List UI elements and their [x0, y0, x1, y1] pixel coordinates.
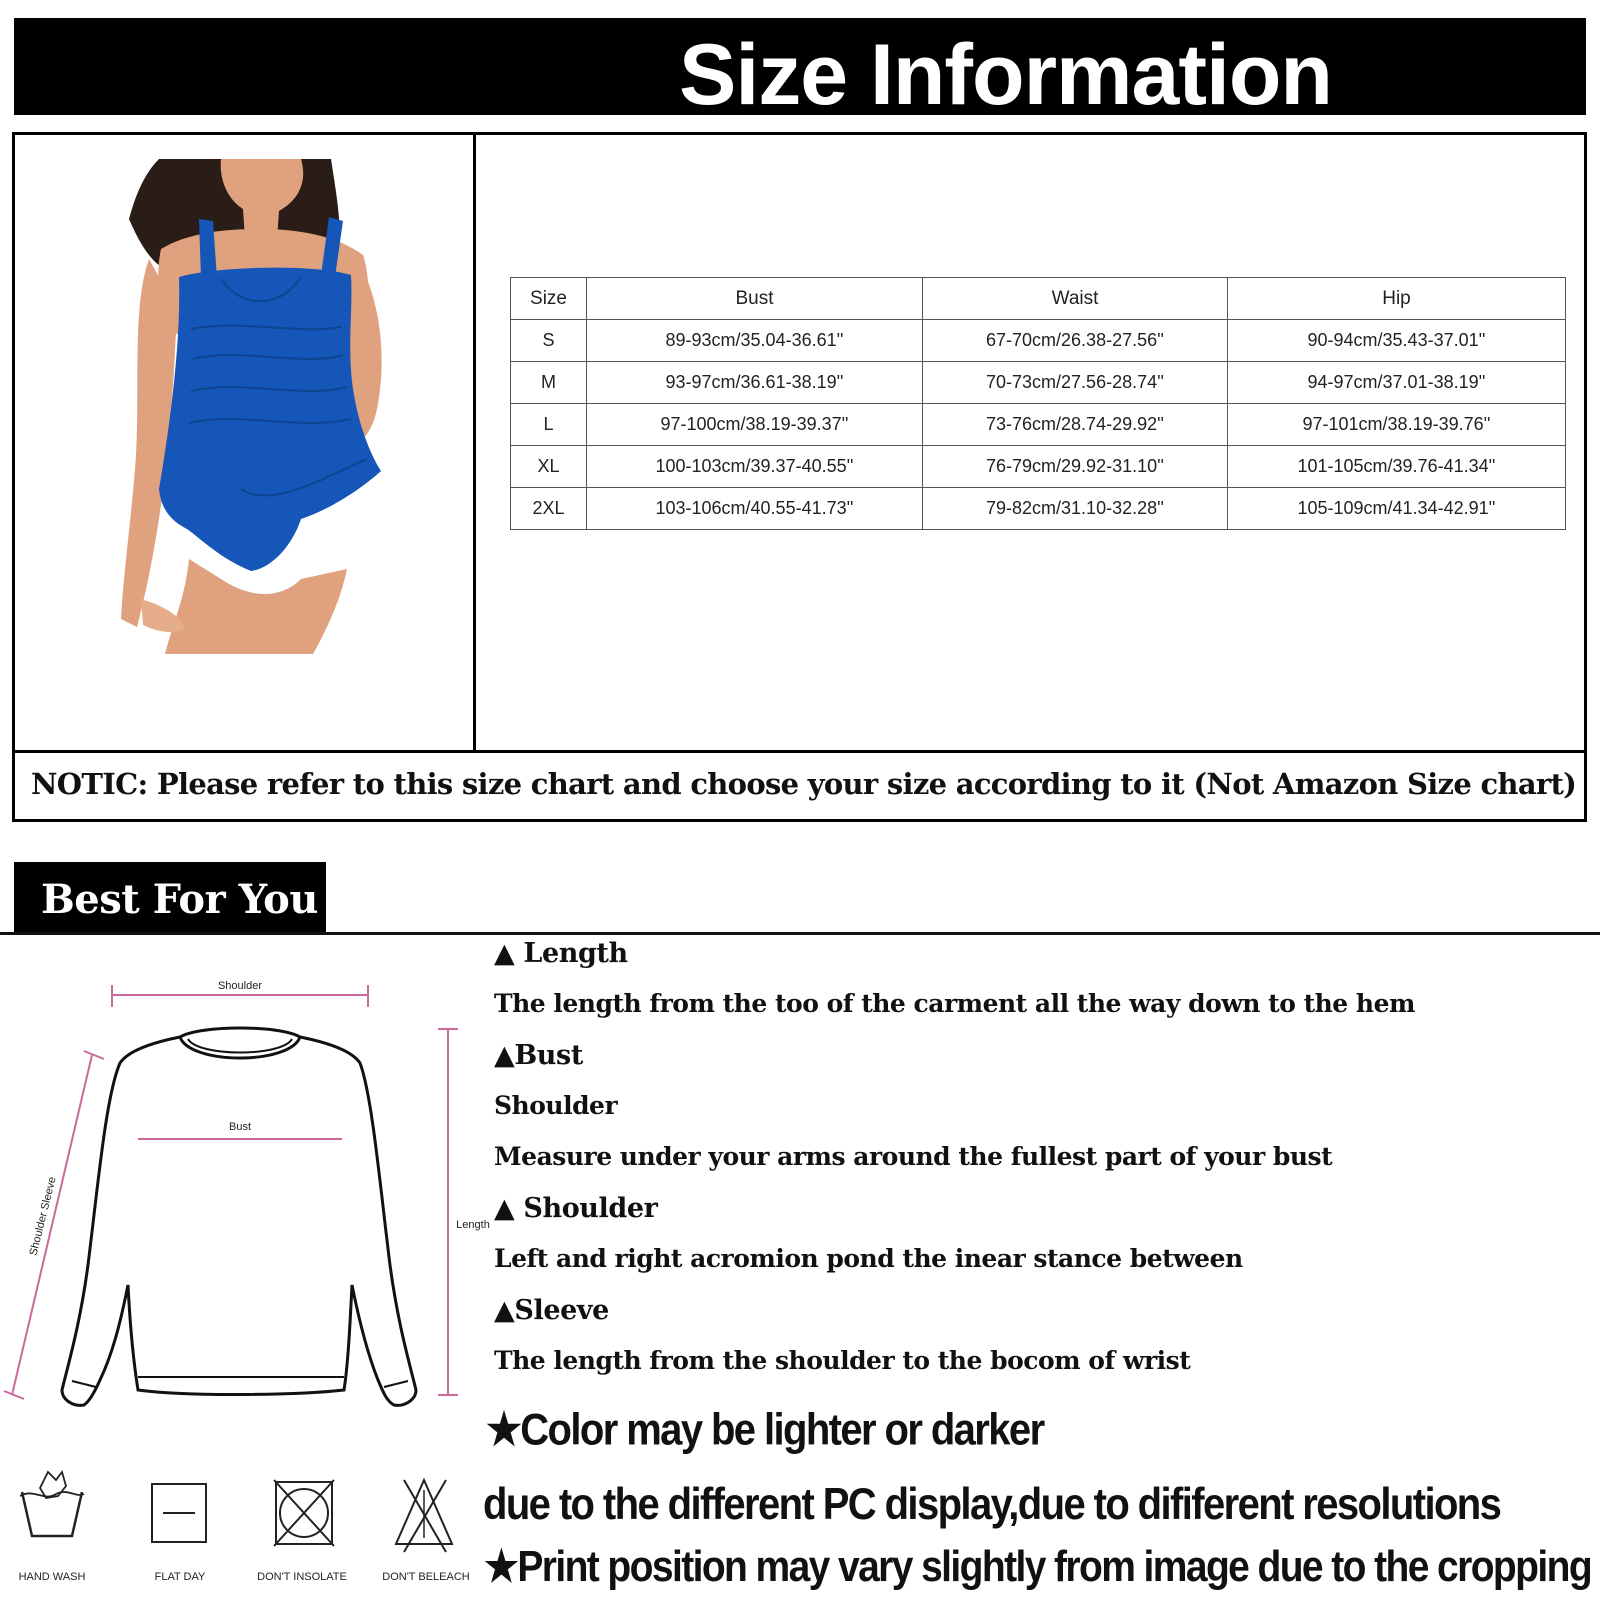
shoulder-label: Shoulder	[217, 980, 263, 992]
vertical-divider	[473, 135, 476, 750]
table-row	[511, 320, 1566, 362]
page-title: Size Information	[679, 27, 1332, 123]
flat-dry-icon	[152, 1484, 206, 1542]
sweater-diagram	[0, 980, 490, 1455]
waist-cell: 73-76cm/28.74-29.92''	[923, 404, 1228, 446]
waist-cell: 76-79cm/29.92-31.10''	[923, 446, 1228, 488]
bust-cell: 93-97cm/36.61-38.19''	[587, 362, 923, 404]
care-label-flat-dry: FLAT DAY	[154, 1571, 206, 1583]
size-cell: S	[511, 320, 587, 362]
care-label-dont-insolate: DON'T INSOLATE	[257, 1571, 347, 1583]
print-note: ★Print position may vary slightly from image due to the cropping	[484, 1543, 1592, 1592]
care-label-hand-wash: HAND WASH	[18, 1571, 86, 1583]
guide-bust-text: Measure under your arms around the fullest part of your bust	[494, 1142, 1333, 1171]
size-chart-panel	[12, 132, 1587, 822]
guide-shoulder-text: Left and right acromion pond the inear stance between	[494, 1244, 1243, 1273]
title-bar	[14, 18, 1586, 123]
size-cell: M	[511, 362, 587, 404]
guide-sleeve-text: The length from the shoulder to the bocom of wrist	[494, 1346, 1191, 1375]
guide-shoulder-heading: ▲ Shoulder	[494, 1193, 658, 1224]
hand-wash-icon	[20, 1472, 84, 1536]
table-row	[511, 404, 1566, 446]
color-note: ★Color may be lighter or darker	[486, 1405, 1044, 1455]
do-not-sun-icon	[274, 1480, 334, 1546]
column-header-waist: Waist	[923, 278, 1228, 320]
hip-cell: 101-105cm/39.76-41.34''	[1228, 446, 1566, 488]
care-icons	[0, 1468, 480, 1588]
size-cell: 2XL	[511, 488, 587, 530]
bust-cell: 89-93cm/35.04-36.61''	[587, 320, 923, 362]
hip-cell: 94-97cm/37.01-38.19''	[1228, 362, 1566, 404]
size-notice: NOTIC: Please refer to this size chart and choose your size according to it (Not Amazon Size chart)	[31, 767, 1577, 801]
bust-cell: 103-106cm/40.55-41.73''	[587, 488, 923, 530]
sweater-outline	[62, 1028, 416, 1405]
care-label-dont-bleach: DON'T BELEACH	[382, 1571, 470, 1583]
table-row	[511, 446, 1566, 488]
size-cell: XL	[511, 446, 587, 488]
hip-cell: 97-101cm/38.19-39.76''	[1228, 404, 1566, 446]
guide-sleeve-heading: ▲Sleeve	[494, 1295, 609, 1326]
guide-length-text: The length from the too of the carment all the way down to the hem	[494, 989, 1415, 1018]
sleeve-label: Shoulder Sleeve	[27, 1175, 59, 1257]
size-cell: L	[511, 404, 587, 446]
hip-cell: 105-109cm/41.34-42.91''	[1228, 488, 1566, 530]
waist-cell: 67-70cm/26.38-27.56''	[923, 320, 1228, 362]
table-row	[511, 488, 1566, 530]
waist-cell: 70-73cm/27.56-28.74''	[923, 362, 1228, 404]
best-for-you-title: Best For You	[41, 876, 318, 923]
bust-cell: 97-100cm/38.19-39.37''	[587, 404, 923, 446]
column-header-bust: Bust	[587, 278, 923, 320]
do-not-bleach-icon	[396, 1480, 452, 1552]
best-for-you-tab	[14, 862, 326, 935]
column-header-size: Size	[511, 278, 587, 320]
table-row	[511, 362, 1566, 404]
display-note: due to the different PC display,due to dififerent resolutions	[483, 1480, 1501, 1530]
section-rule	[0, 932, 1600, 935]
guide-bust-subheading: Shoulder	[494, 1091, 618, 1120]
bust-label: Bust	[228, 1121, 252, 1133]
length-label: Length	[456, 1219, 490, 1231]
model-photo	[101, 159, 401, 654]
horizontal-divider	[15, 750, 1584, 753]
guide-length-heading: ▲ Length	[494, 938, 628, 969]
waist-cell: 79-82cm/31.10-32.28''	[923, 488, 1228, 530]
size-table	[510, 277, 1566, 530]
column-header-hip: Hip	[1228, 278, 1566, 320]
hip-cell: 90-94cm/35.43-37.01''	[1228, 320, 1566, 362]
guide-bust-heading: ▲Bust	[494, 1040, 583, 1071]
table-header-row	[511, 278, 1566, 320]
bust-cell: 100-103cm/39.37-40.55''	[587, 446, 923, 488]
